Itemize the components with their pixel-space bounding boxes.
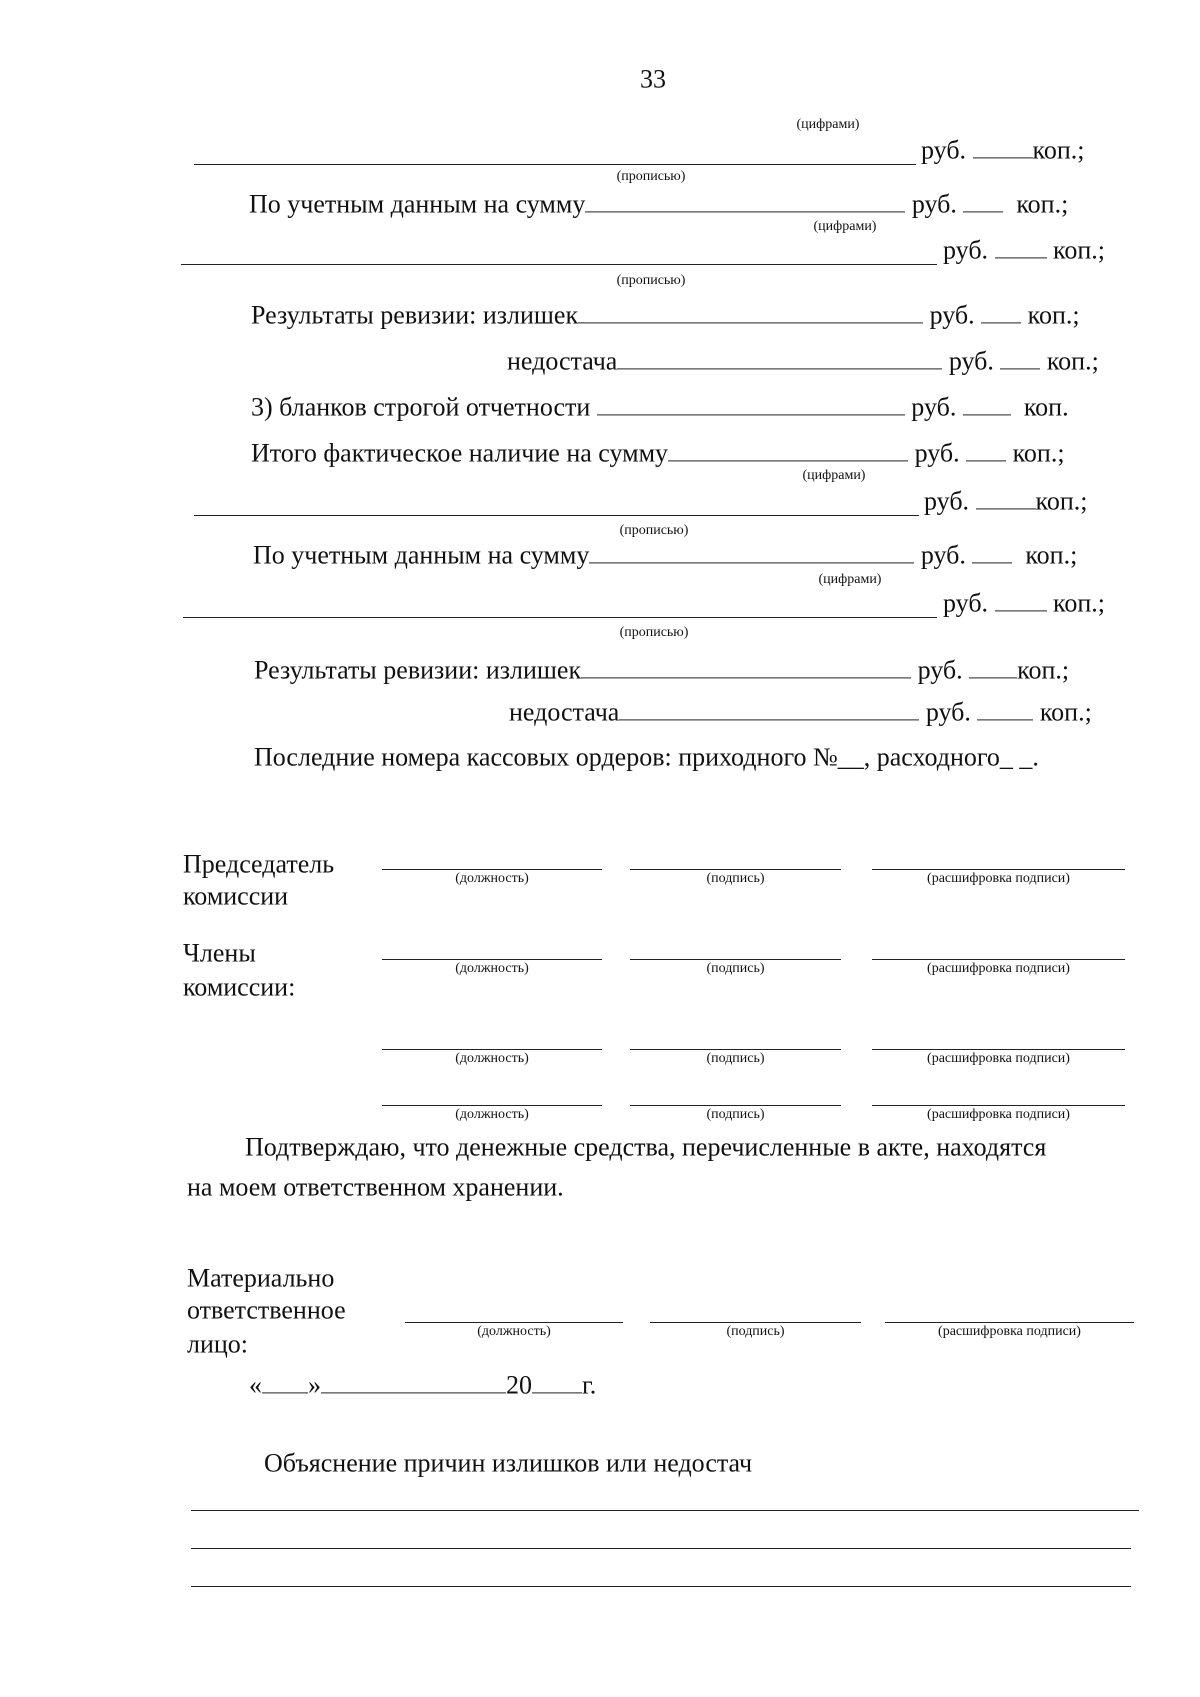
rub-label: руб. [911, 392, 957, 422]
rub-label: руб. [914, 438, 960, 468]
signature-hint: (подпись) [706, 1051, 765, 1066]
rub-label: руб. [929, 300, 975, 330]
signature_decode-line[interactable] [872, 869, 1125, 870]
amount-words-line[interactable] [183, 617, 937, 618]
signature_decode-hint: (расшифровка подписи) [938, 1324, 1081, 1339]
date-line [249, 1372, 596, 1398]
row-shortage-2 [509, 699, 1092, 725]
signature_decode-line[interactable] [885, 1322, 1134, 1323]
page-number: 33 [640, 64, 666, 94]
rub-label: руб. [911, 189, 957, 219]
amount-field[interactable] [589, 561, 914, 563]
row-strict-forms [251, 394, 1069, 420]
kop-label: коп.; [1016, 189, 1069, 219]
rub-label: руб. [943, 588, 989, 618]
signature_decode-hint: (расшифровка подписи) [927, 1051, 1070, 1066]
confirmation-text: на моем ответственном хранении. [187, 1172, 564, 1202]
position-line[interactable] [382, 1049, 602, 1050]
position-hint: (должность) [455, 961, 529, 976]
kop-label: коп.; [1046, 346, 1099, 376]
kop-label: коп.; [1012, 438, 1065, 468]
amount-field[interactable] [619, 718, 919, 720]
hint-words: (прописью) [619, 523, 689, 538]
hint-words: (прописью) [616, 169, 686, 184]
row-label: Результаты ревизии: излишек [254, 655, 582, 685]
rub-label: руб. [921, 135, 967, 165]
kop-label: коп. [1023, 392, 1069, 422]
rub-label: руб. [924, 486, 970, 516]
signature_decode-line[interactable] [872, 1049, 1125, 1050]
signature_decode-hint: (расшифровка подписи) [927, 1107, 1070, 1122]
position-hint: (должность) [477, 1324, 551, 1339]
responsible-label: ответственное [187, 1295, 346, 1325]
signature-line[interactable] [630, 869, 841, 870]
position-hint: (должность) [455, 871, 529, 886]
amount-words-line[interactable] [194, 164, 916, 165]
month-field[interactable] [321, 1391, 506, 1393]
kop-label: коп.; [1025, 540, 1078, 570]
signature_decode-hint: (расшифровка подписи) [927, 961, 1070, 976]
row-per-records-1 [249, 191, 1068, 217]
chairman-label: комиссии [183, 881, 289, 911]
row-label: недостача [507, 346, 618, 376]
signature-hint: (подпись) [706, 961, 765, 976]
amount-field[interactable] [585, 210, 905, 212]
position-line[interactable] [405, 1322, 623, 1323]
hint-words: (прописью) [616, 273, 686, 288]
position-hint: (должность) [455, 1051, 529, 1066]
position-line[interactable] [382, 869, 602, 870]
signature-line[interactable] [630, 959, 841, 960]
chairman-label: Председатель [183, 849, 335, 879]
rub-label: руб. [925, 697, 971, 727]
signature-hint: (подпись) [706, 1107, 765, 1122]
rub-label: руб. [920, 540, 966, 570]
day-field[interactable] [262, 1391, 308, 1393]
year-field[interactable] [532, 1391, 582, 1393]
confirmation-text: Подтверждаю, что денежные средства, перечисленные в акте, находятся [245, 1132, 1047, 1162]
last-orders: Последние номера кассовых ордеров: приходного №__, расходного_ _. [254, 742, 1039, 772]
explanation-title: Объяснение причин излишков или недостач [264, 1448, 753, 1478]
amount-field[interactable] [578, 321, 923, 323]
explanation-line[interactable] [191, 1586, 1131, 1587]
rub-kop [924, 488, 1088, 514]
explanation-line[interactable] [191, 1548, 1131, 1549]
position-hint: (должность) [455, 1107, 529, 1122]
explanation-line[interactable] [191, 1510, 1139, 1511]
row-label: 3) бланков строгой отчетности [251, 392, 591, 422]
row-per-records-2 [253, 542, 1077, 568]
amount-field[interactable] [597, 413, 905, 415]
position-line[interactable] [382, 1105, 602, 1106]
amount-field[interactable] [668, 459, 908, 461]
signature-line[interactable] [630, 1105, 841, 1106]
responsible-label: лицо: [187, 1329, 249, 1359]
row-surplus-2 [254, 657, 1069, 683]
quote-close: » [308, 1370, 321, 1400]
signature_decode-hint: (расшифровка подписи) [927, 871, 1070, 886]
signature-hint: (подпись) [706, 871, 765, 886]
kop-label: коп.; [1039, 697, 1092, 727]
century: 20 [506, 1370, 532, 1400]
row-label: По учетным данным на сумму [249, 189, 586, 219]
kop-label: коп.; [1053, 235, 1105, 265]
kop-label: коп.; [1032, 135, 1085, 165]
hint-words: (прописью) [619, 625, 689, 640]
hint-digits: (цифрами) [818, 572, 882, 587]
hint-digits: (цифрами) [802, 468, 866, 483]
signature-hint: (подпись) [726, 1324, 785, 1339]
kop-label: коп.; [1035, 486, 1088, 516]
amount-words-line[interactable] [194, 515, 919, 516]
rub-label: руб. [917, 655, 963, 685]
kop-label: коп.; [1053, 588, 1105, 618]
signature-line[interactable] [630, 1049, 841, 1050]
members-label: комиссии: [183, 972, 296, 1002]
signature_decode-line[interactable] [872, 1105, 1125, 1106]
row-total-actual [251, 440, 1065, 466]
rub-label: руб. [943, 235, 989, 265]
row-label: недостача [509, 697, 620, 727]
row-surplus-1 [251, 302, 1080, 328]
rub-kop [943, 237, 1105, 263]
signature_decode-line[interactable] [872, 959, 1125, 960]
row-label: Результаты ревизии: излишек [251, 300, 579, 330]
hint-digits: (цифрами) [813, 219, 877, 234]
year-suffix: г. [582, 1370, 597, 1400]
row-shortage-1 [507, 348, 1099, 374]
rub-label: руб. [948, 346, 994, 376]
amount-field[interactable] [617, 367, 942, 369]
hint-digits: (цифрами) [796, 117, 860, 132]
amount-words-line[interactable] [181, 264, 937, 265]
members-label: Члены [183, 938, 256, 968]
signature-line[interactable] [650, 1322, 861, 1323]
kop-label: коп.; [1017, 655, 1070, 685]
quote-open: « [249, 1370, 262, 1400]
position-line[interactable] [382, 959, 602, 960]
kop-label: коп.; [1027, 300, 1080, 330]
amount-field[interactable] [581, 676, 911, 678]
rub-kop [921, 137, 1085, 163]
row-label: По учетным данным на сумму [253, 540, 590, 570]
rub-kop [943, 590, 1105, 616]
responsible-label: Материально [187, 1263, 335, 1293]
row-label: Итого фактическое наличие на сумму [251, 438, 669, 468]
